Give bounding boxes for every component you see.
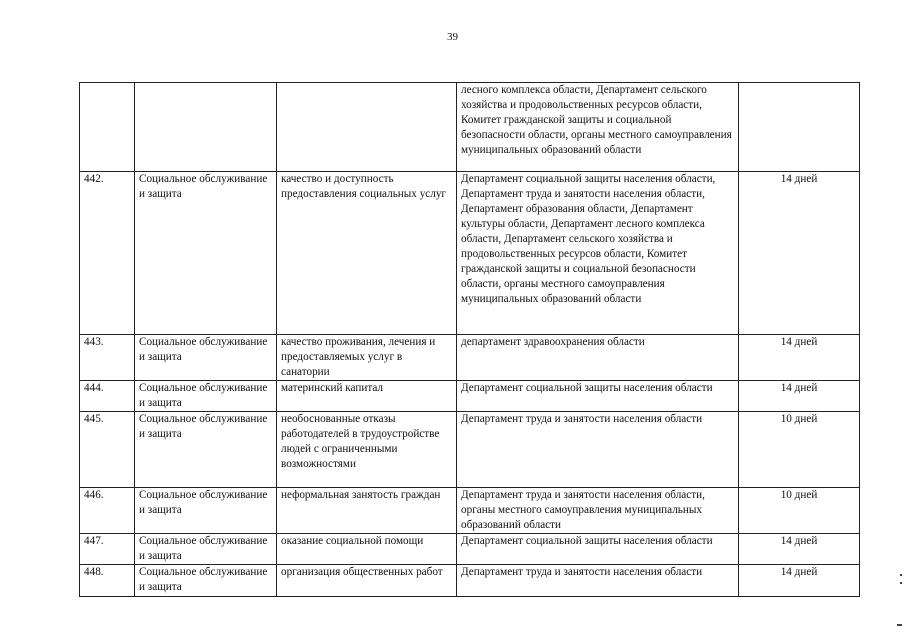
- row-number: [80, 83, 135, 172]
- row-term: 10 дней: [739, 412, 860, 488]
- table-row: [80, 488, 860, 534]
- row-area: Социальное обслуживание и защита: [135, 565, 277, 597]
- row-number: 442.: [80, 172, 135, 335]
- table-row-continuation: [80, 83, 860, 172]
- table-row: [80, 534, 860, 565]
- row-term: 14 дней: [739, 335, 860, 381]
- row-topic: оказание социальной помощи: [277, 534, 457, 565]
- row-area: [135, 83, 277, 172]
- row-topic: материнский капитал: [277, 381, 457, 412]
- row-responsible: лесного комплекса области, Департамент сельского хозяйства и продовольственных ресурсов области, Комитет гражданской защиты и социальной безопасности области, органы местного самоуправления муниципальных образований области: [457, 83, 739, 172]
- table-row: [80, 565, 860, 597]
- row-number: 446.: [80, 488, 135, 534]
- row-responsible: Департамент социальной защиты населения области: [457, 381, 739, 412]
- row-topic: качество и доступность предоставления социальных услуг: [277, 172, 457, 335]
- table-row: [80, 172, 860, 335]
- row-responsible: Департамент труда и занятости населения области: [457, 412, 739, 488]
- row-term: 14 дней: [739, 172, 860, 335]
- row-topic: [277, 83, 457, 172]
- row-topic: необоснованные отказы работодателей в трудоустройстве людей с ограниченными возможностями: [277, 412, 457, 488]
- appeals-table: [79, 82, 860, 597]
- row-number: 443.: [80, 335, 135, 381]
- row-term: 14 дней: [739, 381, 860, 412]
- scan-edge-mark: [900, 574, 902, 576]
- page-number: 39: [447, 31, 458, 43]
- row-responsible: Департамент социальной защиты населения области: [457, 534, 739, 565]
- row-responsible: Департамент труда и занятости населения области, органы местного самоуправления муниципальных образований области: [457, 488, 739, 534]
- row-topic: неформальная занятость граждан: [277, 488, 457, 534]
- scan-edge-mark: [900, 582, 902, 584]
- row-area: Социальное обслуживание и защита: [135, 488, 277, 534]
- row-number: 445.: [80, 412, 135, 488]
- row-topic: качество проживания, лечения и предоставляемых услуг в санатории: [277, 335, 457, 381]
- row-topic: организация общественных работ: [277, 565, 457, 597]
- row-responsible: департамент здравоохранения области: [457, 335, 739, 381]
- row-area: Социальное обслуживание и защита: [135, 412, 277, 488]
- table-row: [80, 412, 860, 488]
- table-row: [80, 381, 860, 412]
- row-number: 444.: [80, 381, 135, 412]
- row-number: 447.: [80, 534, 135, 565]
- table-row: [80, 335, 860, 381]
- row-responsible: Департамент труда и занятости населения области: [457, 565, 739, 597]
- row-area: Социальное обслуживание и защита: [135, 534, 277, 565]
- row-term: 14 дней: [739, 534, 860, 565]
- row-area: Социальное обслуживание и защита: [135, 381, 277, 412]
- row-area: Социальное обслуживание и защита: [135, 172, 277, 335]
- row-term: [739, 83, 860, 172]
- row-area: Социальное обслуживание и защита: [135, 335, 277, 381]
- scan-edge-mark: [897, 624, 902, 626]
- row-term: 14 дней: [739, 565, 860, 597]
- row-responsible: Департамент социальной защиты населения области, Департамент труда и занятости населения области, Департамент образования области, Департамент культуры области, Департамент лесного комплекса области, Департамент сельского хозяйства и продовольственных ресурсов области, Комитет гражданской защиты и социальной безопасности области, органы местного самоуправления муниципальных образований области: [457, 172, 739, 335]
- row-term: 10 дней: [739, 488, 860, 534]
- row-number: 448.: [80, 565, 135, 597]
- table-body: [80, 83, 860, 597]
